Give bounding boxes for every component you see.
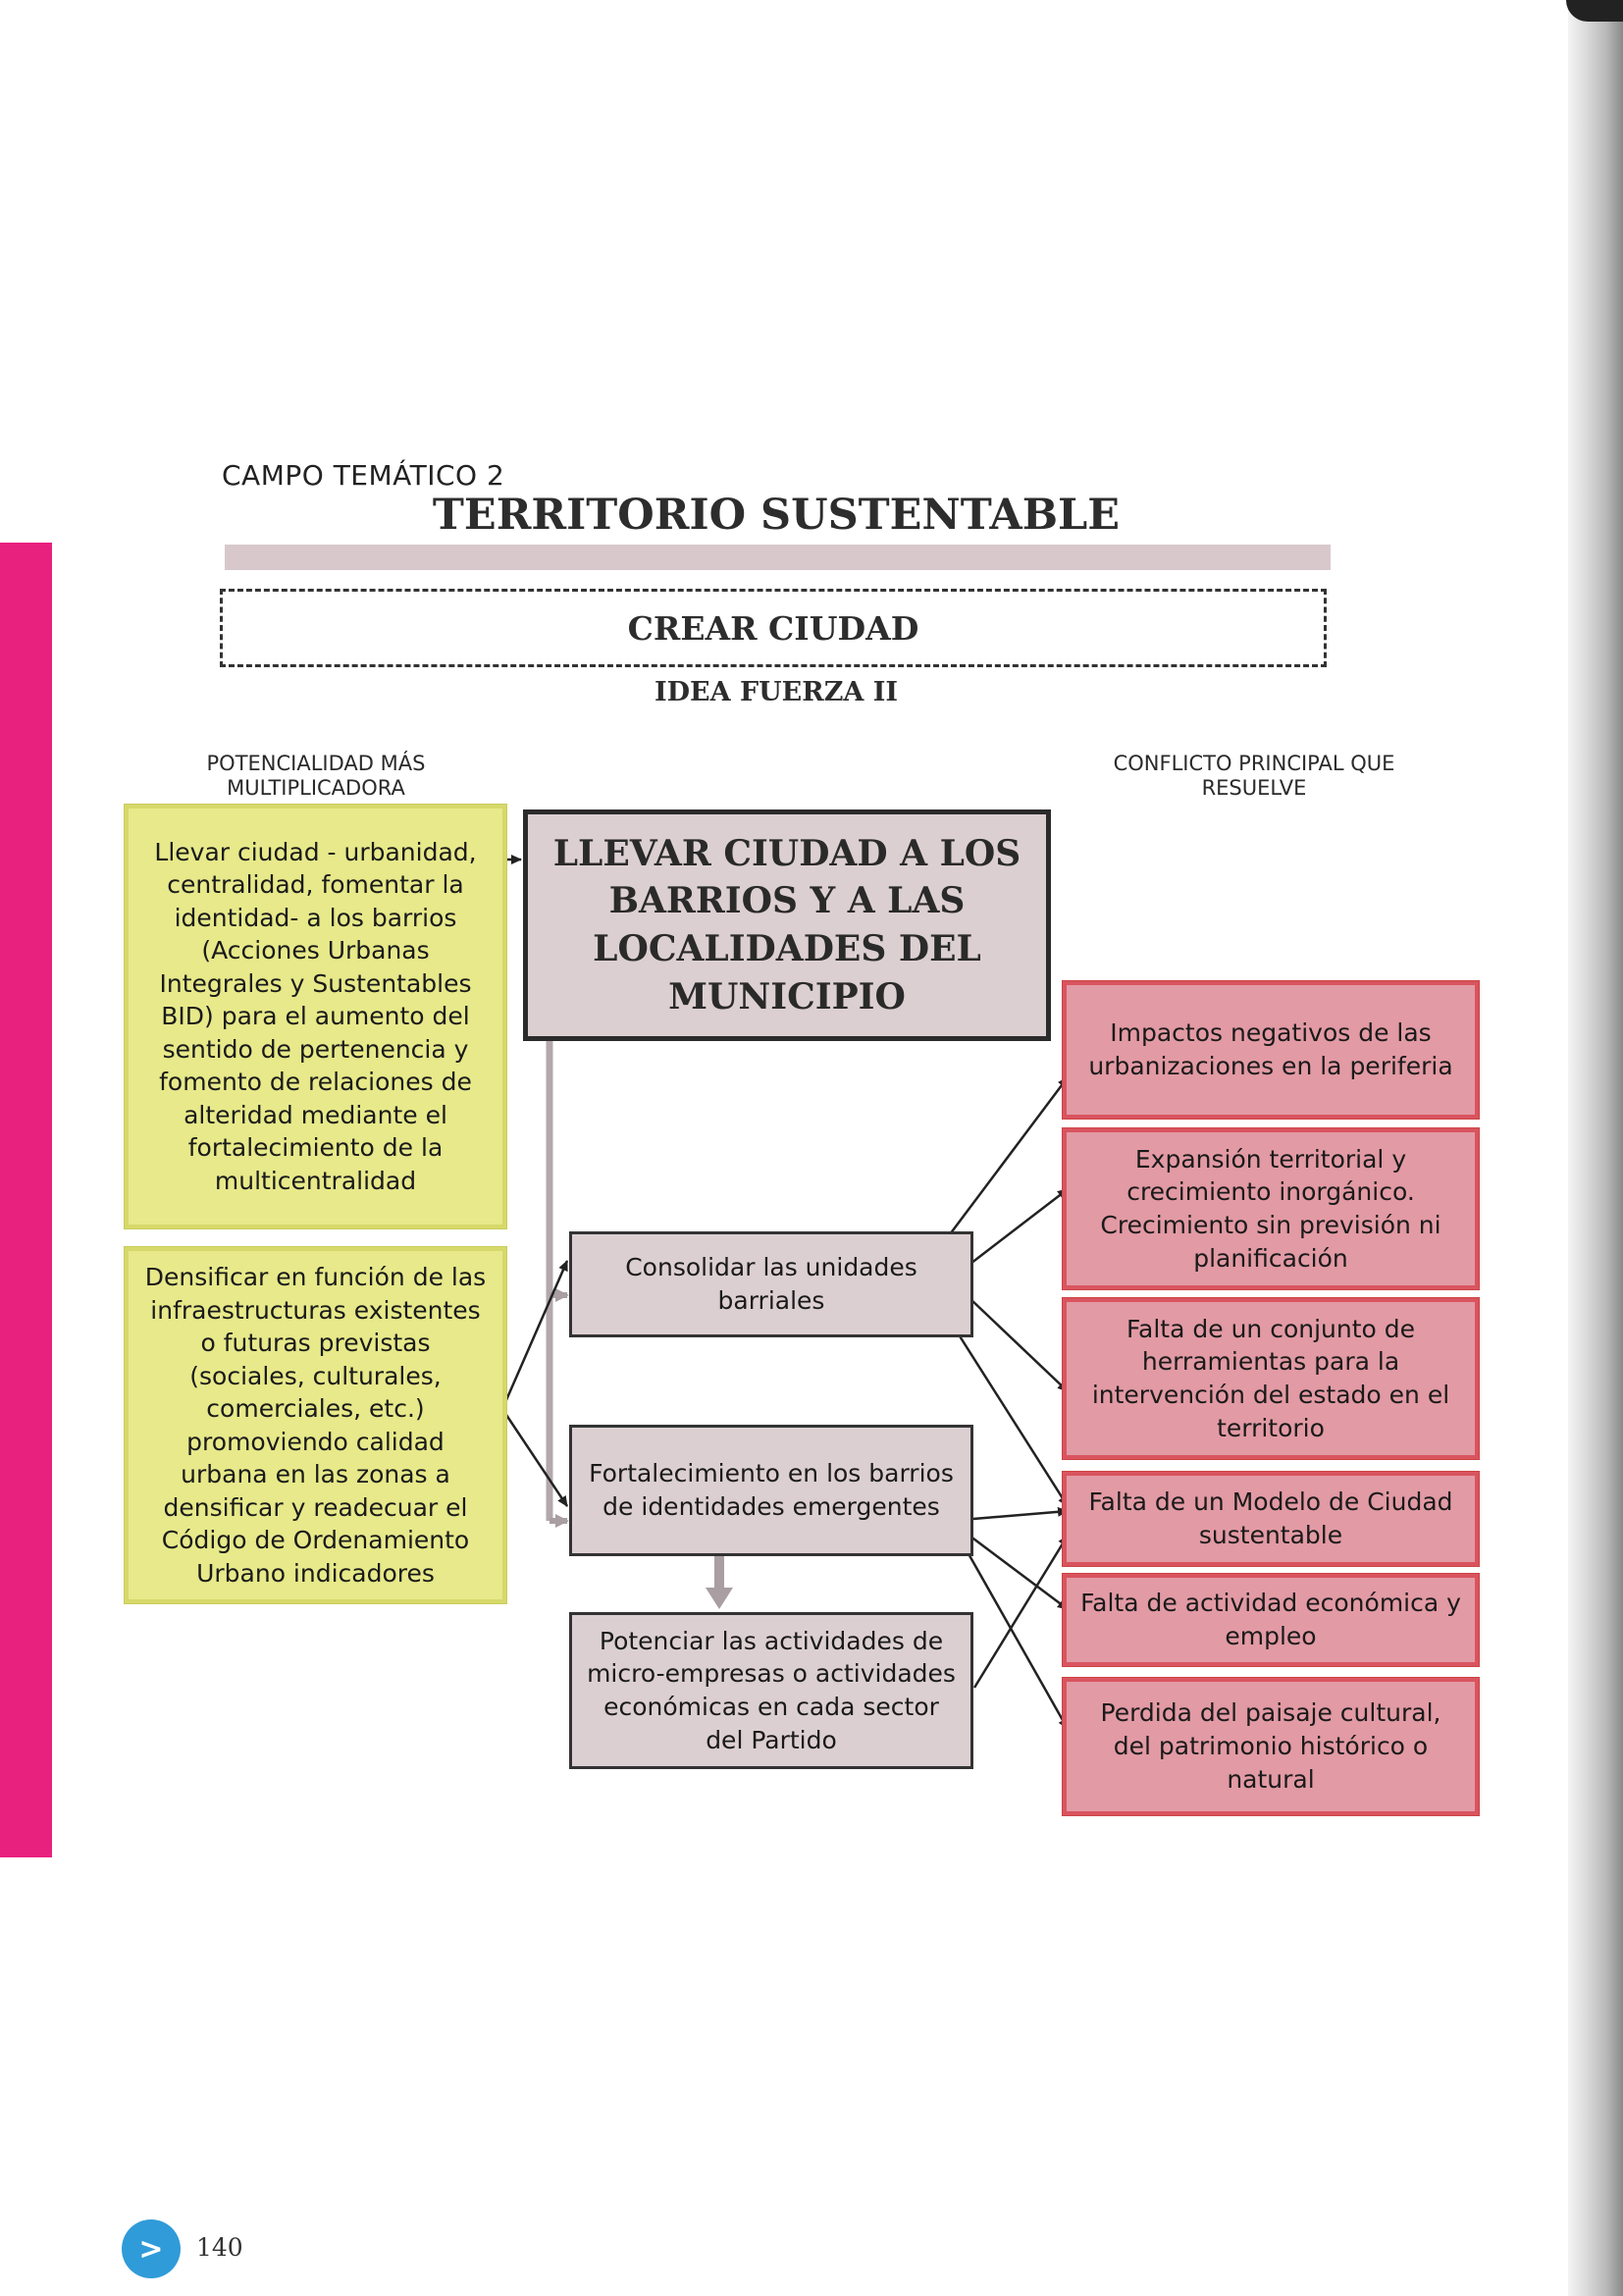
page-number: 140 xyxy=(196,2233,243,2262)
left-column-heading: POTENCIALIDAD MÁS MULTIPLICADORA xyxy=(206,752,426,801)
right-column-heading: CONFLICTO PRINCIPAL QUE RESUELVE xyxy=(1113,752,1395,801)
conflict-box-1: Impactos negativos de las urbanizaciones en la periferia xyxy=(1063,981,1479,1119)
main-idea-box: LLEVAR CIUDAD A LOS BARRIOS Y A LAS LOCALIDADES DEL MUNICIPIO xyxy=(523,809,1051,1041)
conflict-box-3: Falta de un conjunto de herramientas para la intervención del estado en el territorio xyxy=(1063,1298,1479,1459)
idea-subtitle: IDEA FUERZA II xyxy=(654,677,899,707)
conflict-box-4: Falta de un Modelo de Ciudad sustentable xyxy=(1063,1472,1479,1566)
section-kicker: CAMPO TEMÁTICO 2 xyxy=(222,459,505,492)
conflict-box-5: Falta de actividad económica y empleo xyxy=(1063,1574,1479,1666)
action-box-1: Consolidar las unidades barriales xyxy=(569,1231,973,1337)
page-title: TERRITORIO SUSTENTABLE xyxy=(432,491,1121,540)
potential-box-1: Llevar ciudad - urbanidad, centralidad, fomentar la identidad- a los barrios (Acciones Urbanas Integrales y Sustentables BID) para el aumento del sentido de pertenencia y fomento de relaciones de alteridad mediante el fortalecimiento de la multicentralidad xyxy=(125,805,506,1228)
action-box-3: Potenciar las actividades de micro-empresas o actividades económicas en cada sector del Partido xyxy=(569,1612,973,1769)
conflict-box-2: Expansión territorial y crecimiento inorgánico. Crecimiento sin previsión ni planificación xyxy=(1063,1128,1479,1289)
conflict-box-6: Perdida del paisaje cultural, del patrimonio histórico o natural xyxy=(1063,1678,1479,1815)
theme-label: CREAR CIUDAD xyxy=(627,608,919,648)
potential-box-2: Densificar en función de las infraestructuras existentes o futuras previstas (sociales, culturales, comerciales, etc.) promoviendo calidad urbana en las zonas a densificar y readecuar el Código de Ordenamiento Urbano indicadores xyxy=(125,1247,506,1603)
action-down-arrow xyxy=(706,1554,733,1609)
action-box-2: Fortalecimiento en los barrios de identidades emergentes xyxy=(569,1425,973,1556)
next-page-badge-icon[interactable] xyxy=(122,2219,181,2278)
badge-symbol: > xyxy=(138,2231,164,2267)
